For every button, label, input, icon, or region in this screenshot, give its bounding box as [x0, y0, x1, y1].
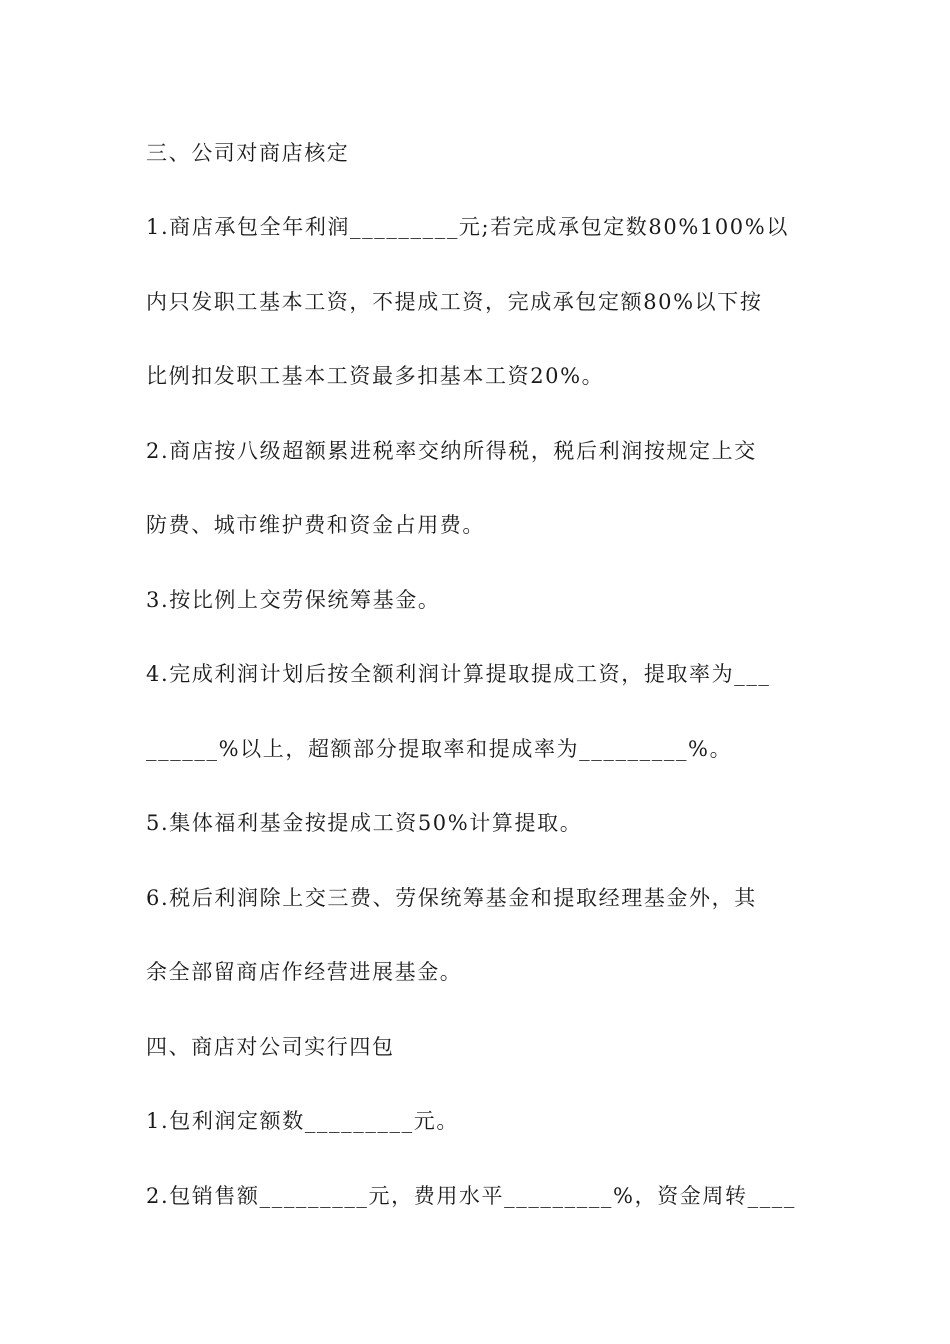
paragraph-line: 4.完成利润计划后按全额利润计算提取提成工资，提取率为___	[146, 662, 771, 686]
paragraph-line: 1.商店承包全年利润_________元;若完成承包定数80%100%以	[146, 215, 789, 239]
paragraph-line: 内只发职工基本工资，不提成工资，完成承包定额80%以下按	[146, 290, 763, 314]
paragraph-line: 3.按比例上交劳保统筹基金。	[146, 588, 441, 612]
paragraph-line: 6.税后利润除上交三费、劳保统筹基金和提取经理基金外，其	[146, 886, 757, 910]
section-heading-3: 三、公司对商店核定	[146, 141, 350, 165]
section-heading-4: 四、商店对公司实行四包	[146, 1035, 395, 1059]
paragraph-line: 2.商店按八级超额累进税率交纳所得税，税后利润按规定上交	[146, 439, 757, 463]
paragraph-line: 1.包利润定额数_________元。	[146, 1109, 459, 1133]
paragraph-line: 余全部留商店作经营进展基金。	[146, 960, 463, 984]
paragraph-line: 2.包销售额_________元，费用水平_________%，资金周转____	[146, 1184, 796, 1208]
paragraph-line: ______%以上，超额部分提取率和提成率为_________%。	[146, 737, 733, 761]
paragraph-line: 比例扣发职工基本工资最多扣基本工资20%。	[146, 364, 605, 388]
paragraph-line: 防费、城市维护费和资金占用费。	[146, 513, 485, 537]
paragraph-line: 5.集体福利基金按提成工资50%计算提取。	[146, 811, 583, 835]
